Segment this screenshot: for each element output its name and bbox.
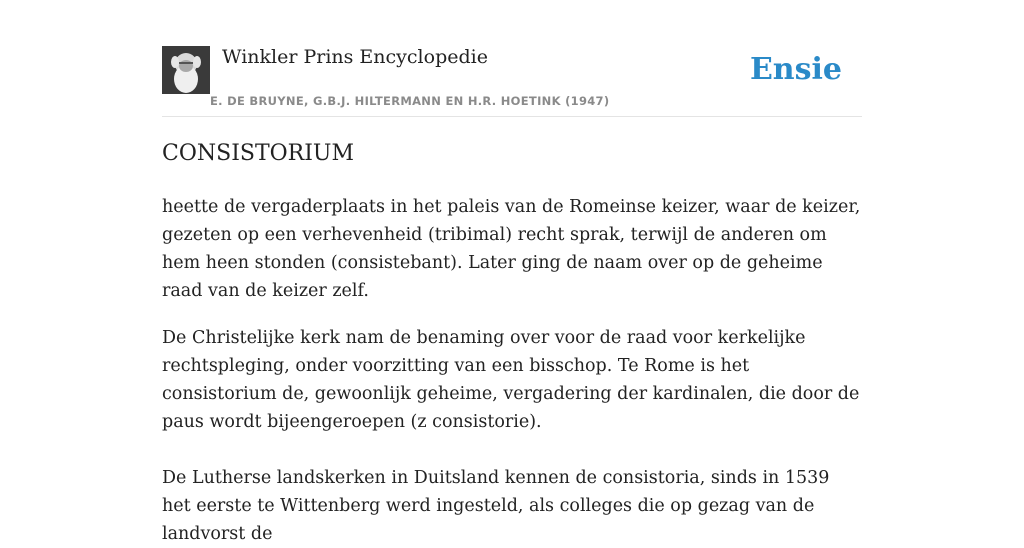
article-paragraph: De Lutherse landskerken in Duitsland kennen de consistoria, sinds in 1539 het eerste te Wittenberg werd ingesteld, als colleges die op gezag van de landvorst de	[162, 468, 830, 544]
publication-title[interactable]: Winkler Prins Encyclopedie	[222, 46, 488, 68]
bearded-man-portrait-icon	[162, 46, 210, 94]
header	[162, 46, 862, 117]
article-paragraph: heette de vergaderplaats in het paleis van de Romeinse keizer, waar de keizer, gezeten op een verhevenheid (tribimal) recht sprak, terwijl de anderen om hem heen stonden (consistebant). Later ging de naam over op de geheime raad van de keizer zelf.	[162, 197, 861, 301]
article-body	[162, 193, 862, 548]
article-headword: CONSISTORIUM	[162, 141, 354, 166]
article-paragraph: De Christelijke kerk nam de benaming over voor de raad voor kerkelijke rechtspleging, onder voorzitting van een bisschop. Te Rome is het consistorium de, gewoonlijk geheime, vergadering der kardinalen, die door de paus wordt bijeengeroepen (z consistorie).	[162, 328, 860, 432]
brand-logo[interactable]: Ensie	[749, 52, 842, 87]
author-avatar	[162, 46, 210, 94]
authors-line: E. DE BRUYNE, G.B.J. HILTERMANN EN H.R. HOETINK (1947)	[210, 94, 610, 108]
